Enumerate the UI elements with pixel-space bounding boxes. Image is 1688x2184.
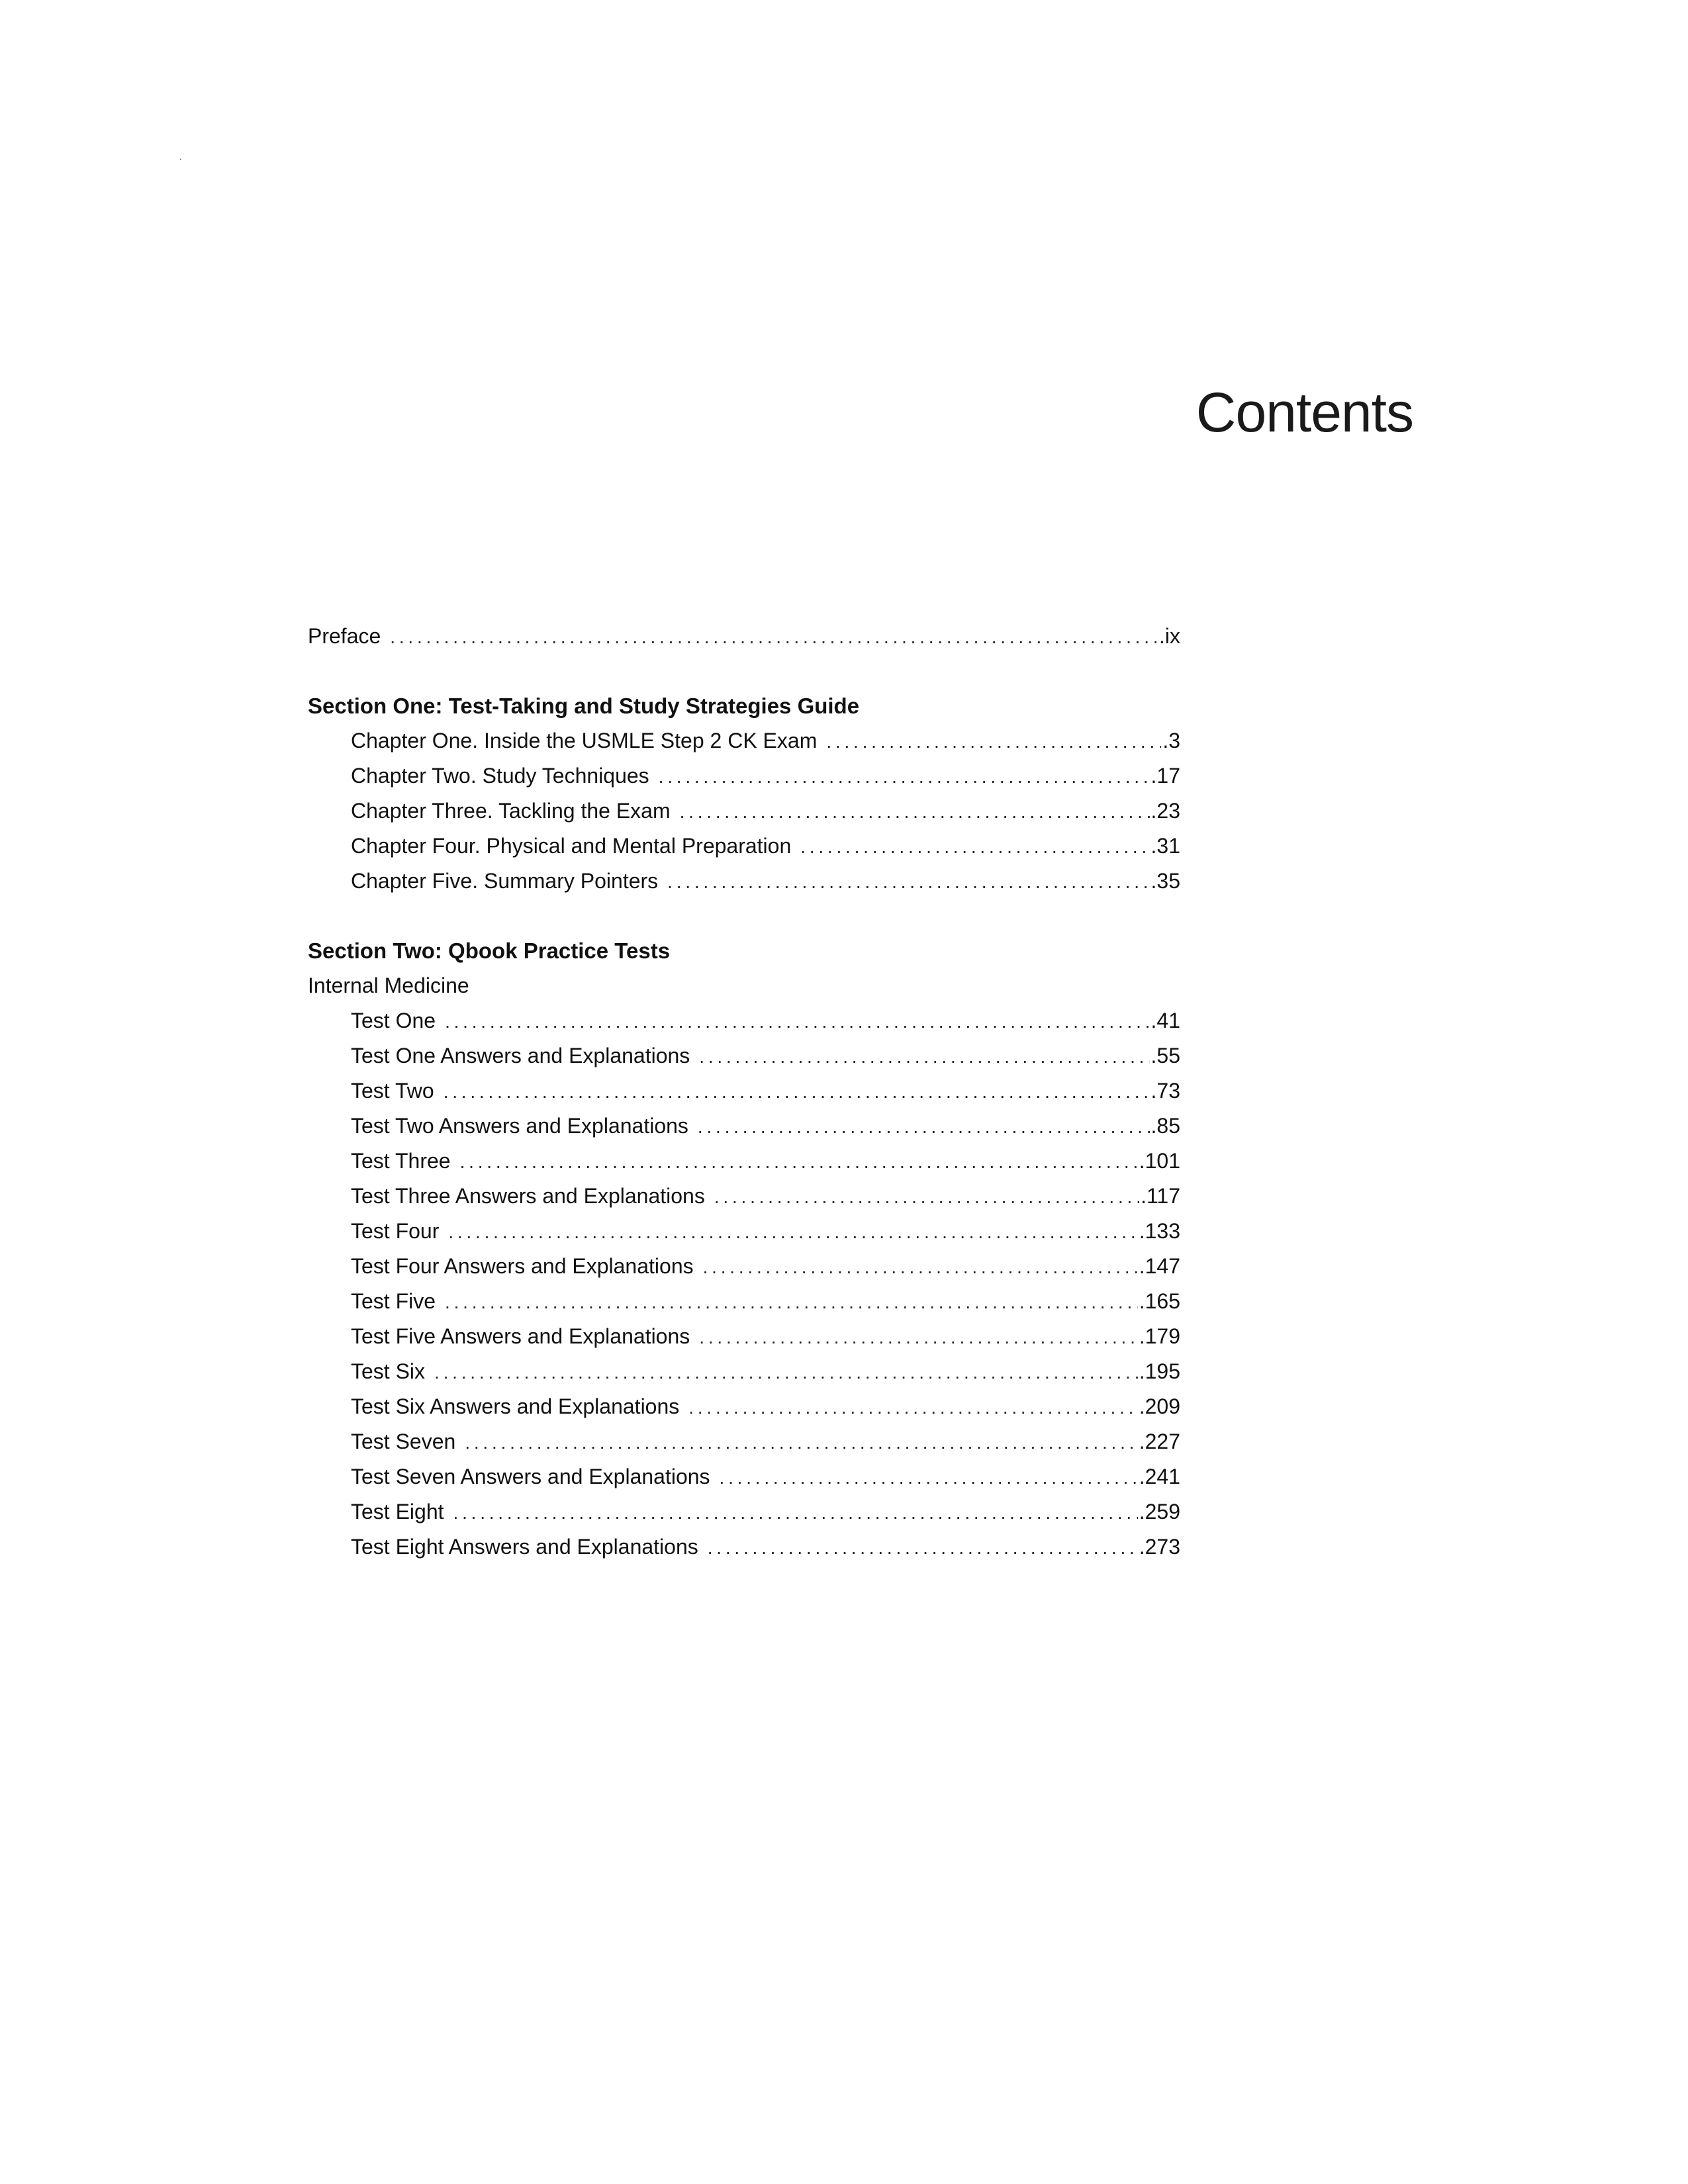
toc-entry-label: Test Five Answers and Explanations	[351, 1324, 690, 1348]
toc-entry-page: .259	[1139, 1500, 1180, 1524]
toc-entry-label: Test Eight Answers and Explanations	[351, 1535, 698, 1559]
toc-entry	[308, 1424, 1180, 1459]
toc-entry-page: .165	[1139, 1289, 1180, 1313]
section-one-heading: Section One: Test-Taking and Study Strategies Guide	[308, 694, 860, 718]
dot-leader	[703, 1250, 1138, 1285]
toc-entry-page: .133	[1139, 1219, 1180, 1243]
toc-entry-page: .23	[1150, 799, 1180, 823]
toc-entry-page: .209	[1139, 1394, 1180, 1418]
page-title: Contents	[1196, 381, 1413, 443]
toc-entry-page: .55	[1150, 1044, 1180, 1068]
toc-entry-page: .227	[1139, 1430, 1180, 1453]
toc-entry	[308, 1003, 1180, 1038]
toc-entry-label: Test Two	[351, 1079, 434, 1103]
toc-entry-page: .31	[1150, 834, 1180, 858]
toc-entry-label: Test Seven	[351, 1430, 456, 1453]
section-two-heading: Section Two: Qbook Practice Tests	[308, 938, 671, 963]
dot-leader	[667, 864, 1149, 899]
toc-entry-label: Test Two Answers and Explanations	[351, 1114, 688, 1138]
toc-entry-label: Test Seven Answers and Explanations	[351, 1465, 710, 1488]
dot-leader	[714, 1179, 1139, 1214]
dot-leader	[434, 1355, 1138, 1390]
scan-speck: ·	[179, 154, 183, 165]
toc-entry-page: .35	[1150, 869, 1180, 893]
dot-leader	[460, 1144, 1138, 1179]
toc-entry-label: Test Three	[351, 1149, 451, 1173]
toc-entry	[308, 1389, 1180, 1424]
dot-leader	[390, 619, 1158, 655]
toc-entry	[308, 1354, 1180, 1389]
toc-entry	[308, 1109, 1180, 1144]
toc-entry-label: Test One Answers and Explanations	[351, 1044, 690, 1068]
toc-entry	[308, 1284, 1180, 1319]
toc-entry-label: Chapter One. Inside the USMLE Step 2 CK Exam	[351, 729, 818, 752]
dot-leader	[680, 794, 1150, 829]
dot-leader	[453, 1495, 1138, 1530]
toc-entry	[308, 1319, 1180, 1354]
toc-entry-label: Preface	[308, 624, 381, 648]
toc-entry-label: Test Five	[351, 1289, 436, 1313]
dot-leader	[800, 829, 1149, 864]
toc-entry	[308, 758, 1180, 794]
toc-entry	[308, 1038, 1180, 1073]
toc-entry-page: .273	[1139, 1535, 1180, 1559]
dot-leader	[444, 1074, 1150, 1109]
toc-entry-page: .195	[1139, 1359, 1180, 1383]
toc-entry-page: .241	[1139, 1465, 1180, 1488]
toc-entry-preface	[308, 619, 1180, 654]
toc-entry-label: Chapter Five. Summary Pointers	[351, 869, 659, 893]
toc-entry-label: Test Four	[351, 1219, 440, 1243]
dot-leader	[699, 1039, 1149, 1074]
dot-leader	[698, 1109, 1150, 1144]
dot-leader	[445, 1285, 1138, 1320]
toc-entry	[308, 829, 1180, 864]
toc-entry	[308, 1073, 1180, 1109]
toc-entry-page: .147	[1139, 1254, 1180, 1278]
toc-entry	[308, 1179, 1180, 1214]
toc-entry-page: .3	[1162, 729, 1180, 752]
toc-entry-label: Test Four Answers and Explanations	[351, 1254, 694, 1278]
toc-entry-label: Chapter Two. Study Techniques	[351, 764, 649, 788]
toc-entry	[308, 1144, 1180, 1179]
dot-leader	[659, 759, 1150, 794]
dot-leader	[708, 1530, 1138, 1565]
toc-entry-page: .17	[1150, 764, 1180, 788]
dot-leader	[720, 1460, 1138, 1495]
toc-entry-label: Test Eight	[351, 1500, 444, 1524]
toc-entry-page: .101	[1139, 1149, 1180, 1173]
table-of-contents	[308, 619, 1180, 1565]
toc-entry-page: .117	[1141, 1184, 1180, 1208]
dot-leader	[448, 1214, 1137, 1250]
toc-entry-label: Chapter Four. Physical and Mental Preparation	[351, 834, 792, 858]
toc-entry-label: Test Three Answers and Explanations	[351, 1184, 705, 1208]
toc-entry	[308, 1459, 1180, 1494]
dot-leader	[465, 1425, 1137, 1460]
dot-leader	[445, 1004, 1149, 1039]
dot-leader	[699, 1320, 1137, 1355]
toc-entry	[308, 794, 1180, 829]
toc-entry-label: Test One	[351, 1009, 436, 1032]
toc-entry-page: .179	[1139, 1324, 1180, 1348]
toc-entry	[308, 723, 1180, 758]
toc-entry-label: Chapter Three. Tackling the Exam	[351, 799, 671, 823]
toc-entry-label: Test Six Answers and Explanations	[351, 1394, 680, 1418]
dot-leader	[688, 1390, 1137, 1425]
toc-entry-page: .ix	[1159, 624, 1180, 648]
toc-entry-page: .41	[1150, 1009, 1180, 1032]
toc-entry-page: .85	[1150, 1114, 1180, 1138]
toc-entry	[308, 864, 1180, 899]
toc-entry	[308, 1529, 1180, 1565]
toc-entry-page: .73	[1150, 1079, 1180, 1103]
toc-entry	[308, 1214, 1180, 1249]
toc-entry	[308, 1494, 1180, 1529]
dot-leader	[826, 724, 1161, 759]
subsection-heading-internal-medicine: Internal Medicine	[308, 974, 469, 997]
toc-entry-label: Test Six	[351, 1359, 426, 1383]
toc-entry	[308, 1249, 1180, 1284]
